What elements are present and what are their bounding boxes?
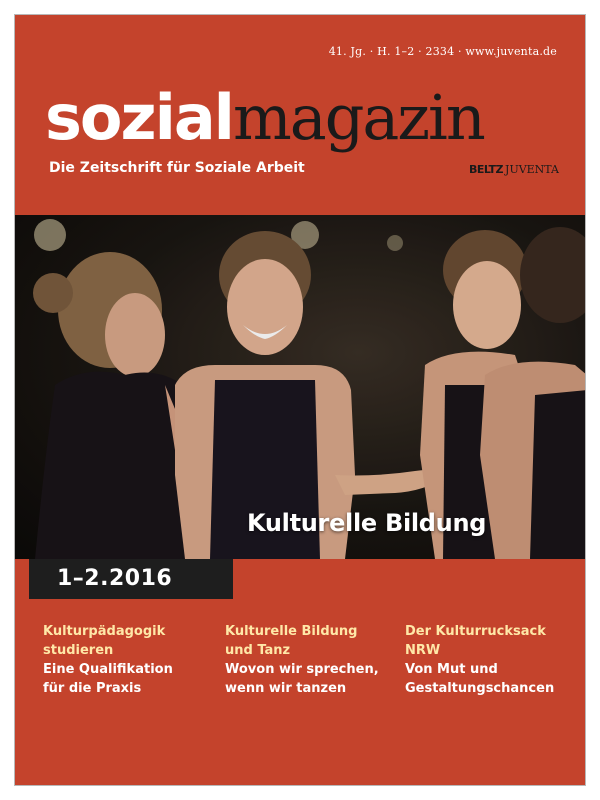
magazine-cover	[14, 14, 586, 786]
teaser-subtitle-line: Eine Qualifikation	[43, 662, 173, 677]
teaser-3-title	[405, 622, 585, 660]
masthead-part-a: sozial	[45, 81, 233, 154]
publisher-logo	[469, 163, 559, 176]
teaser-subtitle-line: Von Mut und	[405, 662, 498, 677]
cover-photo	[15, 215, 586, 559]
teaser-subtitle-line: wenn wir tanzen	[225, 681, 347, 696]
teaser-title-line: Kulturpädagogik	[43, 624, 166, 639]
teaser-3	[405, 622, 585, 698]
publisher-part-a: BELTZ	[468, 163, 504, 176]
teaser-1-title	[43, 622, 213, 660]
teaser-2-title	[225, 622, 395, 660]
teaser-title-line: und Tanz	[225, 643, 291, 658]
teaser-2	[225, 622, 395, 698]
masthead-part-b: magazin	[232, 81, 484, 154]
teaser-subtitle-line: Gestaltungschancen	[405, 681, 555, 696]
teaser-title-line: Kulturelle Bildung	[225, 624, 358, 639]
tagline: Die Zeitschrift für Soziale Arbeit	[49, 160, 305, 176]
publisher-part-b: JUVENTA	[505, 163, 559, 176]
teaser-1-subtitle	[43, 660, 213, 698]
teaser-3-subtitle	[405, 660, 585, 698]
issue-number: 1–2.2016	[57, 566, 173, 591]
teaser-2-subtitle	[225, 660, 395, 698]
teaser-title-line: Der Kulturrucksack NRW	[405, 624, 546, 658]
dancers-illustration	[15, 215, 586, 559]
masthead-logo	[45, 81, 484, 154]
issue-number-badge	[29, 559, 233, 599]
teaser-1	[43, 622, 213, 698]
teaser-subtitle-line: Wovon wir sprechen,	[225, 662, 379, 677]
issue-line: 41. Jg. · H. 1–2 · 2334 · www.juventa.de	[328, 45, 557, 58]
cover-headline: Kulturelle Bildung	[247, 509, 487, 537]
teaser-subtitle-line: für die Praxis	[43, 681, 142, 696]
teaser-title-line: studieren	[43, 643, 114, 658]
